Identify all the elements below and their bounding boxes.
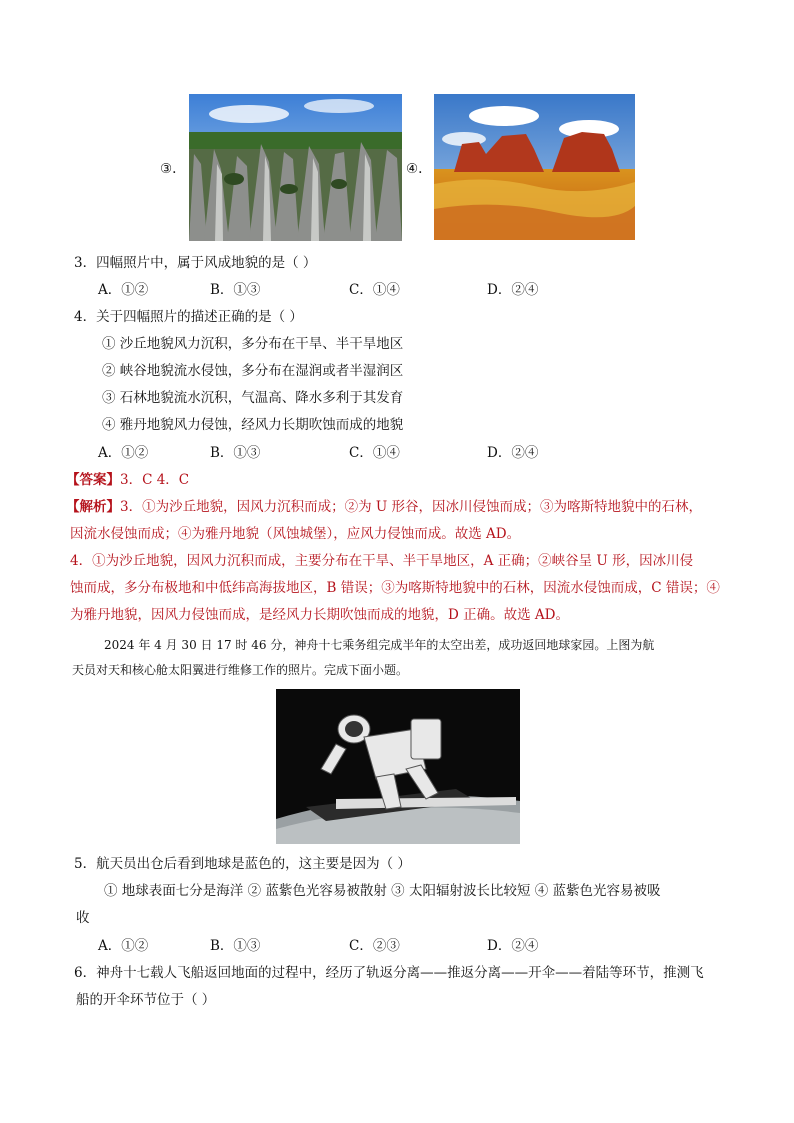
q4-item-2: ② 峡谷地貌流水侵蚀，多分布在湿润或者半湿润区 — [102, 363, 404, 379]
photo-3-label: ③. — [160, 161, 177, 177]
question-6-line-2: 船的开伞环节位于（ ） — [76, 992, 216, 1008]
q4-option-b: B．①③ — [210, 445, 261, 461]
analysis-line-5: 为雅丹地貌，因风力侵蚀而成，是经风力长期吹蚀而成的地貌，D 正确。故选 AD。 — [70, 607, 569, 623]
question-5-stem: 5．航天员出仓后看到地球是蓝色的，这主要是因为（ ） — [74, 856, 411, 872]
analysis-line-4: 蚀而成，多分布极地和中低纬高海拔地区，B 错误；③为喀斯特地貌中的石林，因流水侵蚀而成，C 错误；④ — [70, 580, 720, 596]
analysis-tag: 【解析】 — [66, 499, 120, 515]
photo-4-label: ④. — [406, 161, 423, 177]
analysis-line-1 — [66, 498, 702, 516]
analysis-line-2: 因流水侵蚀而成；④为雅丹地貌（风蚀城堡），应风力侵蚀而成。故选 AD。 — [70, 526, 521, 542]
q5-option-b: B．①③ — [210, 938, 261, 954]
q3-option-c: C．①④ — [349, 282, 400, 298]
astronaut-photo — [276, 689, 520, 844]
q4-item-1: ① 沙丘地貌风力沉积，多分布在干旱、半干旱地区 — [102, 336, 404, 352]
question-4-stem: 4．关于四幅照片的描述正确的是（ ） — [74, 309, 303, 325]
passage-line-2: 天员对天和核心舱太阳翼进行维修工作的照片。完成下面小题。 — [72, 663, 409, 677]
answer-tag: 【答案】 — [66, 472, 120, 488]
yardang-photo — [434, 94, 635, 240]
q5-items-line-2: 收 — [76, 910, 90, 926]
q4-option-c: C．①④ — [349, 445, 400, 461]
q3-option-a: A．①② — [98, 282, 149, 298]
stone-forest-photo — [189, 94, 402, 241]
analysis-line-3: 4．①为沙丘地貌，因风力沉积而成，主要分布在干旱、半干旱地区，A 正确；②峡谷呈 U 形，因冰川侵 — [70, 553, 694, 569]
passage-line-1: 2024 年 4 月 30 日 17 时 46 分，神舟十七乘务组完成半年的太空出差，成功返回地球家园。上图为航 — [104, 638, 655, 652]
q4-option-d: D．②④ — [487, 445, 539, 461]
question-3-stem: 3．四幅照片中，属于风成地貌的是（ ） — [74, 255, 317, 271]
question-6-line-1: 6．神舟十七载人飞船返回地面的过程中，经历了轨返分离——推返分离——开伞——着陆等环节，推测飞 — [74, 965, 704, 981]
q4-item-3: ③ 石林地貌流水沉积，气温高、降水多利于其发育 — [102, 390, 404, 406]
q5-option-a: A．①② — [98, 938, 149, 954]
q5-option-c: C．②③ — [349, 938, 400, 954]
q3-option-b: B．①③ — [210, 282, 261, 298]
answer-text: 3．C 4．C — [120, 472, 190, 488]
answer-line — [66, 471, 189, 489]
q3-option-d: D．②④ — [487, 282, 539, 298]
q4-item-4: ④ 雅丹地貌风力侵蚀，经风力长期吹蚀而成的地貌 — [102, 417, 404, 433]
q5-items-line-1: ① 地球表面七分是海洋 ② 蓝紫色光容易被散射 ③ 太阳辐射波长比较短 ④ 蓝紫色光容易被吸 — [104, 883, 661, 899]
q4-option-a: A．①② — [98, 445, 149, 461]
q5-option-d: D．②④ — [487, 938, 539, 954]
analysis-text-1: 3．①为沙丘地貌，因风力沉积而成；②为 U 形谷，因冰川侵蚀而成；③为喀斯特地貌中的石林， — [120, 499, 703, 515]
